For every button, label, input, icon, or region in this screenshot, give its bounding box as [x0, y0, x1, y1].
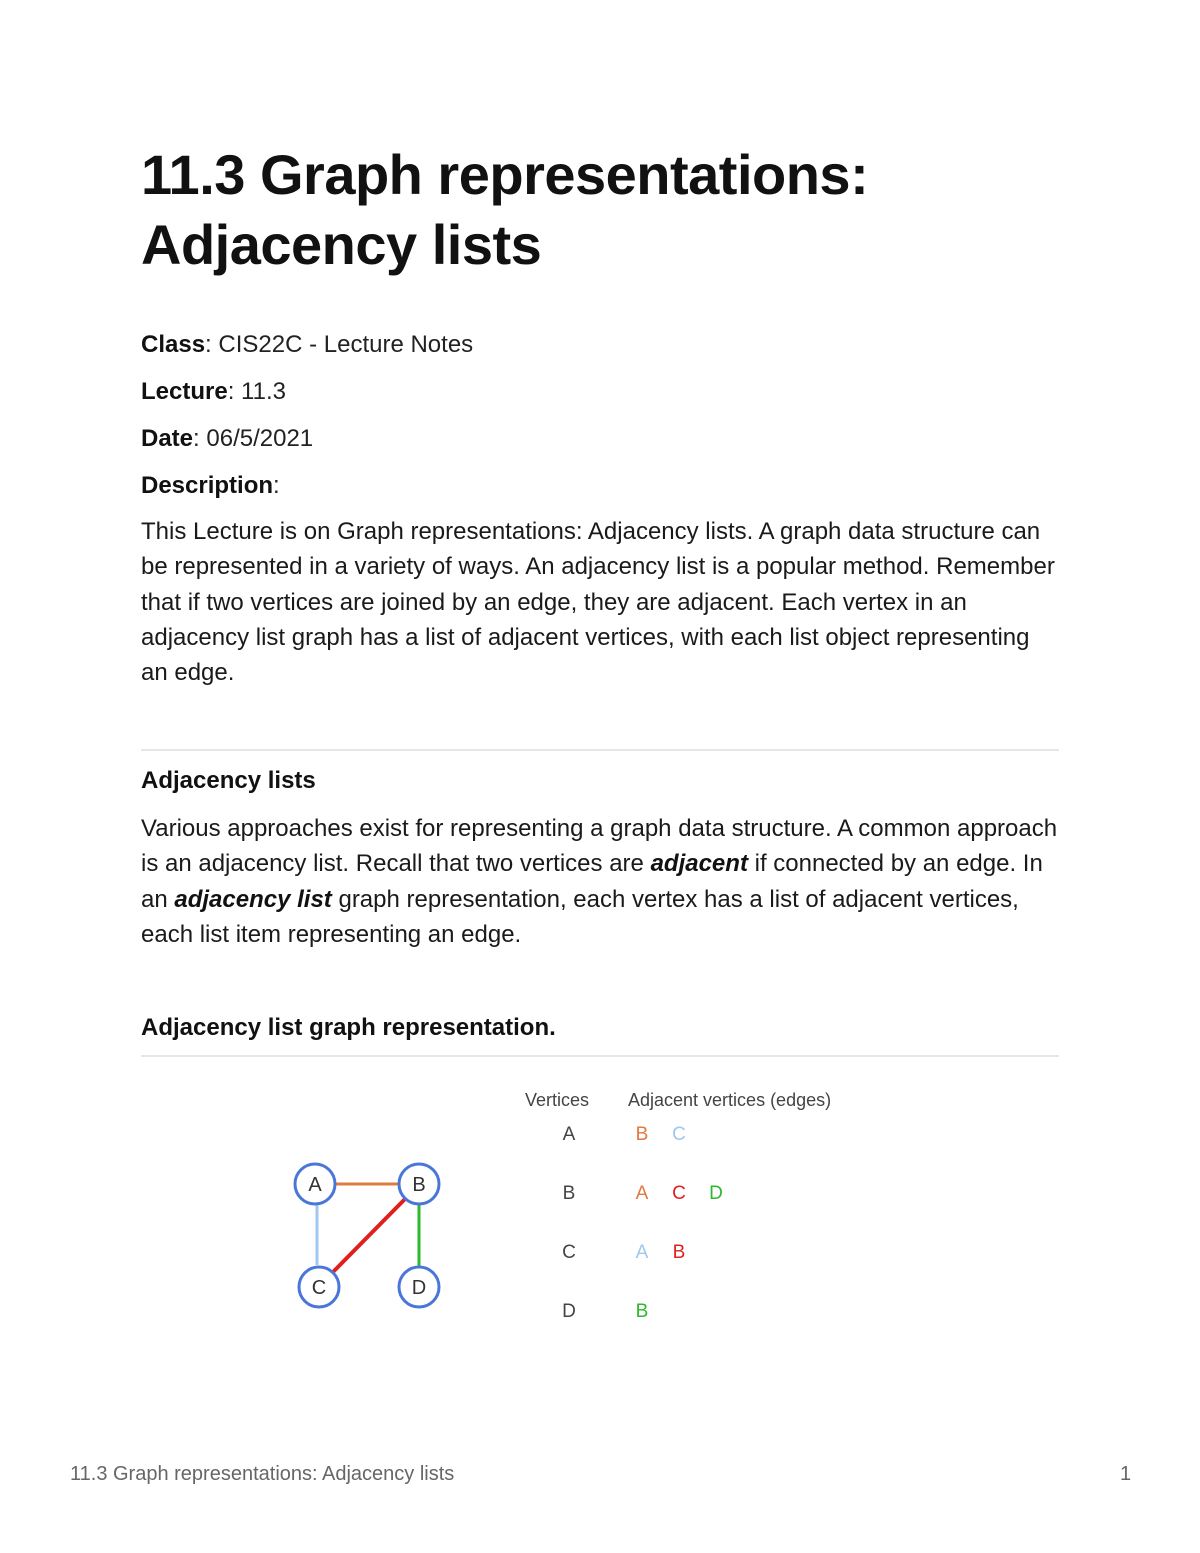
meta-date-value: 06/5/2021: [206, 425, 314, 452]
section-text-2: if connected by an edge. In an: [141, 850, 1043, 913]
footer-title: 11.3 Graph representations: Adjacency lists: [70, 1463, 455, 1485]
row-a-adj-1: B: [635, 1124, 649, 1145]
row-a-vertex: A: [562, 1124, 576, 1145]
page-title: 11.3 Graph representations: Adjacency lists: [141, 143, 869, 276]
col-vertices-header: Vertices: [525, 1090, 590, 1110]
meta-description-label: Description: [141, 472, 274, 499]
section-paragraph: [141, 811, 1061, 952]
section-heading: Adjacency lists: [141, 767, 316, 794]
row-b-vertex: B: [562, 1183, 576, 1204]
node-b: [399, 1164, 439, 1204]
meta-class-label: Class: [141, 331, 206, 358]
figure-heading: Adjacency list graph representation.: [141, 1014, 556, 1041]
adjacency-figure: [280, 1078, 900, 1348]
meta-description: Description:: [141, 472, 280, 499]
row-a-adj-2: C: [672, 1124, 686, 1145]
node-a-label: A: [308, 1174, 322, 1196]
section-text-1: Various approaches exist for representing a graph data structure. A common approach is an adjacency list. Recall that two vertices are: [141, 815, 1058, 878]
row-c-adj-1: A: [635, 1242, 649, 1263]
row-c-adj-2: B: [672, 1242, 686, 1263]
row-d-vertex: D: [562, 1301, 576, 1322]
meta-date: Date: 06/5/2021: [141, 425, 314, 452]
footer-page-number: 1: [1120, 1463, 1132, 1485]
description-paragraph: This Lecture is on Graph representations: Adjacency lists. A graph data structure can be represented in a variety of ways. An adjacency list is a popular method. Remember that if two vertices are joined by an edge, they are adjacent. Each vertex in an adjacency list graph has a list of adjacent vertices, with each list object representing an edge.: [141, 518, 1055, 687]
node-a: [295, 1164, 335, 1204]
term-adjacent: adjacent: [650, 850, 748, 878]
term-adjacency-list: adjacency list: [174, 885, 332, 913]
node-b-label: B: [412, 1174, 426, 1196]
row-b-adj-3: D: [709, 1183, 723, 1204]
row-c-vertex: C: [562, 1242, 576, 1263]
node-d: [399, 1267, 439, 1307]
row-b-adj-1: A: [635, 1183, 649, 1204]
node-c-label: C: [311, 1277, 327, 1299]
edge-b-c: [333, 1199, 405, 1272]
col-adjacent-header: Adjacent vertices (edges): [628, 1090, 832, 1110]
meta-date-label: Date: [141, 425, 194, 452]
node-d-label: D: [411, 1277, 427, 1299]
meta-class: Class: CIS22C - Lecture Notes: [141, 331, 474, 358]
node-c: [299, 1267, 339, 1307]
meta-lecture-label: Lecture: [141, 378, 228, 405]
meta-lecture-value: 11.3: [241, 378, 286, 405]
section-text-3: graph representation, each vertex has a list of adjacent vertices, each list item representing an edge.: [141, 885, 1019, 948]
row-d-adj-1: B: [635, 1301, 649, 1322]
section-divider: [141, 749, 1059, 751]
figure-divider: [141, 1055, 1059, 1057]
meta-lecture: Lecture: 11.3: [141, 378, 286, 405]
meta-class-value: CIS22C - Lecture Notes: [218, 331, 474, 358]
row-b-adj-2: C: [672, 1183, 686, 1204]
